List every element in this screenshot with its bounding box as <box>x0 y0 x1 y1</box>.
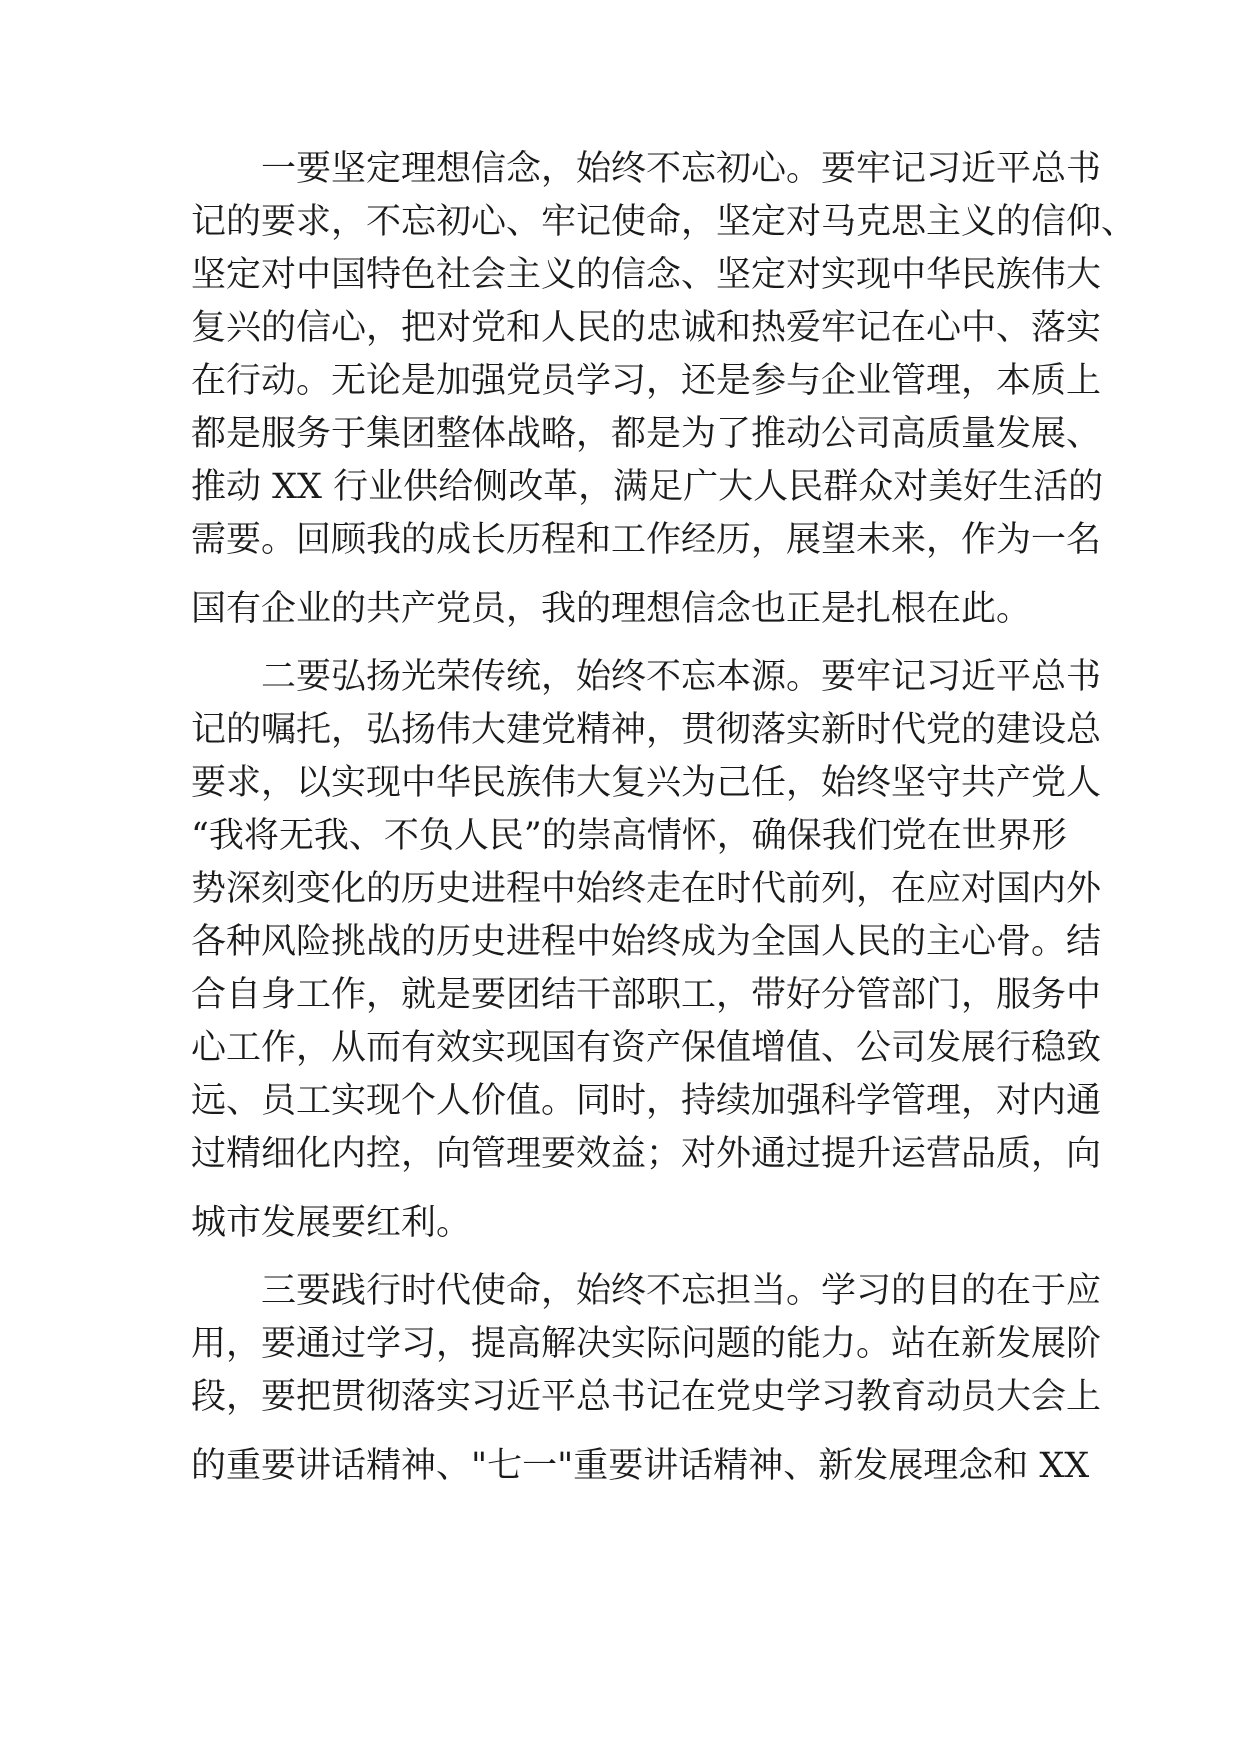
paragraph-2-line-5: 势深刻变化的历史进程中始终走在时代前列，在应对国内外 <box>191 869 1102 909</box>
paragraph-1-line-1: 一要坚定理想信念，始终不忘初心。要牢记习近平总书 <box>261 149 1102 189</box>
paragraph-3-line-2: 用，要通过学习，提高解决实际问题的能力。站在新发展阶 <box>191 1324 1102 1364</box>
paragraph-1-line-4: 复兴的信心，把对党和人民的忠诚和热爱牢记在心中、落实 <box>191 308 1102 348</box>
paragraph-1-line-2: 记的要求，不忘初心、牢记使命，坚定对马克思主义的信仰、 <box>191 202 1137 242</box>
paragraph-2-line-4: “我将无我、不负人民”的崇高情怀，确保我们党在世界形 <box>191 816 1067 856</box>
paragraph-1-line-9: 国有企业的共产党员，我的理想信念也正是扎根在此。 <box>191 589 1032 629</box>
paragraph-2-line-6: 各种风险挑战的历史进程中始终成为全国人民的主心骨。结 <box>191 922 1102 962</box>
paragraph-2-line-8: 心工作，从而有效实现国有资产保值增值、公司发展行稳致 <box>191 1028 1102 1068</box>
paragraph-1-line-6: 都是服务于集团整体战略，都是为了推动公司高质量发展、 <box>191 414 1102 454</box>
paragraph-2-line-7: 合自身工作，就是要团结干部职工，带好分管部门，服务中 <box>191 975 1102 1015</box>
paragraph-2-line-9: 远、员工实现个人价值。同时，持续加强科学管理，对内通 <box>191 1081 1102 1121</box>
paragraph-3-line-3: 段，要把贯彻落实习近平总书记在党史学习教育动员大会上 <box>191 1377 1102 1417</box>
paragraph-1-line-8: 需要。回顾我的成长历程和工作经历，展望未来，作为一名 <box>191 520 1102 560</box>
paragraph-3-line-1: 三要践行时代使命，始终不忘担当。学习的目的在于应 <box>261 1271 1102 1311</box>
paragraph-2-line-3: 要求，以实现中华民族伟大复兴为己任，始终坚守共产党人 <box>191 763 1102 803</box>
paragraph-2-line-2: 记的嘱托，弘扬伟大建党精神，贯彻落实新时代党的建设总 <box>191 710 1102 750</box>
paragraph-3-line-4: 的重要讲话精神、"七一"重要讲话精神、新发展理念和 XX <box>191 1446 1090 1486</box>
paragraph-2-line-10: 过精细化内控，向管理要效益；对外通过提升运营品质，向 <box>191 1134 1102 1174</box>
paragraph-2-line-1: 二要弘扬光荣传统，始终不忘本源。要牢记习近平总书 <box>261 657 1102 697</box>
paragraph-1-line-7: 推动 XX 行业供给侧改革，满足广大人民群众对美好生活的 <box>191 467 1104 507</box>
paragraph-1-line-3: 坚定对中国特色社会主义的信念、坚定对实现中华民族伟大 <box>191 255 1102 295</box>
paragraph-2-line-11: 城市发展要红利。 <box>191 1203 472 1243</box>
paragraph-1-line-5: 在行动。无论是加强党员学习，还是参与企业管理，本质上 <box>191 361 1102 401</box>
